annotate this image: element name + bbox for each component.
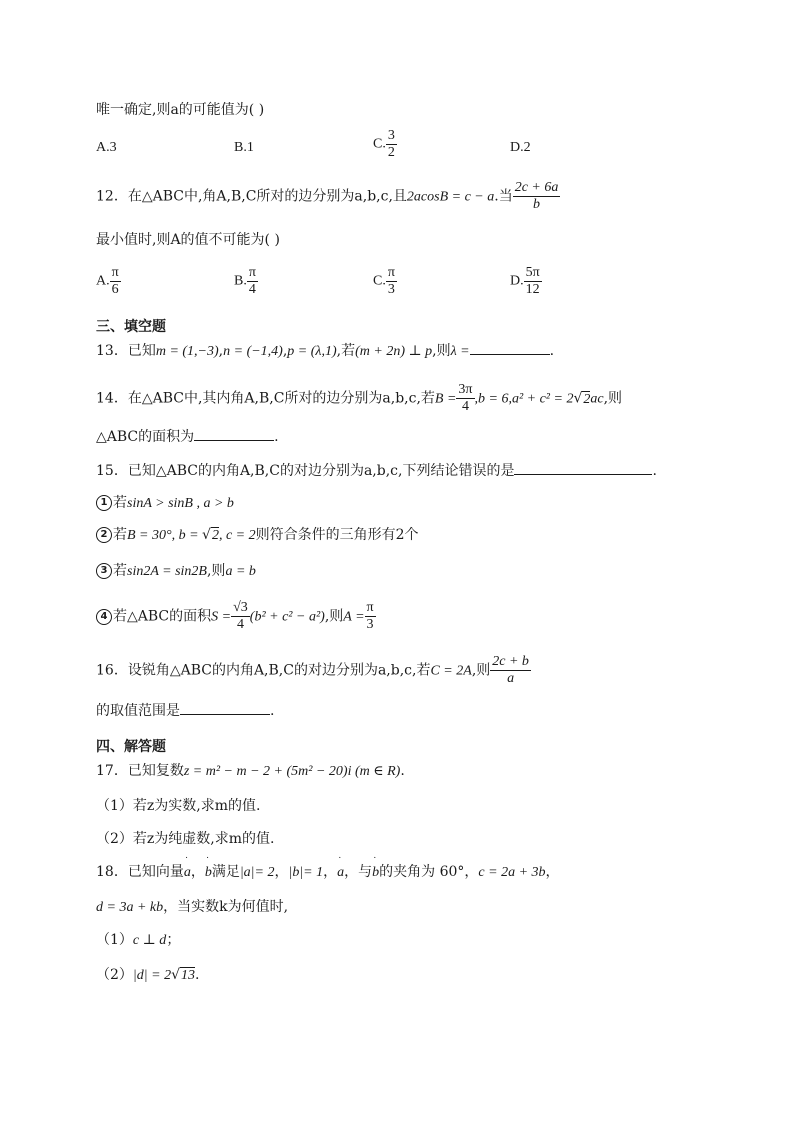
q18-stem: 18．已知向量˙ a，˙ b满足|a|= 2，|b|= 1，˙ a，与˙ b的夹角为 60°，c = 2a + 3b， [96,862,560,883]
q11-tail: 唯一确定,则a的可能值为( ) [96,102,265,118]
q12-option-d: D. $\frac{5\pi}{12}$ [510,265,540,297]
q18-line2: d = 3a + kb，当实数k为何值时, [96,899,289,915]
q15-item-1: 1 若sinA > sinB , a > b [96,493,234,514]
q18-sub2: （2）|d| = 2√13. [96,967,200,983]
q11-optc-den: 2 [387,145,395,160]
q15-stem: 15．已知△ABC的内角A,B,C的对边分别为a,b,c,下列结论错误的是 . [96,460,657,481]
q17-stem: 17．已知复数z = m² − m − 2 + (5m² − 20)i (m ∈ R). [96,763,405,779]
q13-answer-blank [470,340,550,355]
q11-option-b: B.1 [234,140,254,155]
section-answer: 四、解答题 [96,739,166,755]
q15-item-3: 3 若sin2A = sin2B,则a = b [96,561,256,582]
q12-tail: 最小值时,则A的值不可能为( ) [96,232,280,248]
q16-answer-blank [180,700,270,715]
q17-sub2: （2）若z为纯虚数,求m的值. [96,831,275,847]
q12-frac: $\frac{2c + 6a}{b}$ [514,180,559,212]
q12-option-a: A. $\frac{\pi}{6}$ [96,265,119,297]
q11-option-a: A.3 [96,140,117,155]
q14-stem: 14．在△ABC中,其内角A,B,C所对的边分别为a,b,c,若B = $\frac{3\pi}{4}$ ,b = 6,a² + c² = 2√2ac,则 [96,382,623,414]
q14-answer-blank [194,426,274,441]
section-fill-in: 三、填空题 [96,319,166,335]
q15-item-4: 4 若△ABC的面积S = $\frac{√3}{4}$ (b² + c² − a²),则A = $\frac{\pi}{3}$ [96,600,376,633]
q12-option-c: C. $\frac{\pi}{3}$ [373,265,395,297]
q15-answer-blank [514,460,652,475]
q17-sub1: （1）若z为实数,求m的值. [96,798,261,814]
q16-line2: 的取值范围是 . [96,700,274,721]
q15-item-2: 2 若B = 30°, b = √2, c = 2则符合条件的三角形有2个 [96,525,419,546]
q18-sub1: （1）c ⊥ d； [96,932,181,948]
q12-stem: 12．在△ABC中,角A,B,C所对的边分别为a,b,c,且2acosB = c − a.当 $\frac{2c + 6a}{b}$ [96,180,559,212]
q12-cond: 2acosB = c − a [406,189,495,205]
q14-line2: △ABC的面积为 . [96,426,279,447]
q12-option-b: B. $\frac{\pi}{4}$ [234,265,256,297]
q11-optc-num: 3 [387,128,395,143]
q11-option-d: D.2 [510,140,531,155]
q13-stem: 13．已知m = (1,−3),n = (−1,4),p = (λ,1),若(m + 2n) ⊥ p,则λ = . [96,340,554,362]
q11-option-c: C. $\frac{3}{2}$ [373,128,395,160]
q16-stem: 16．设锐角△ABC的内角A,B,C的对边分别为a,b,c,若C = 2A,则 $\frac{2c + b}{a}$ [96,654,529,686]
